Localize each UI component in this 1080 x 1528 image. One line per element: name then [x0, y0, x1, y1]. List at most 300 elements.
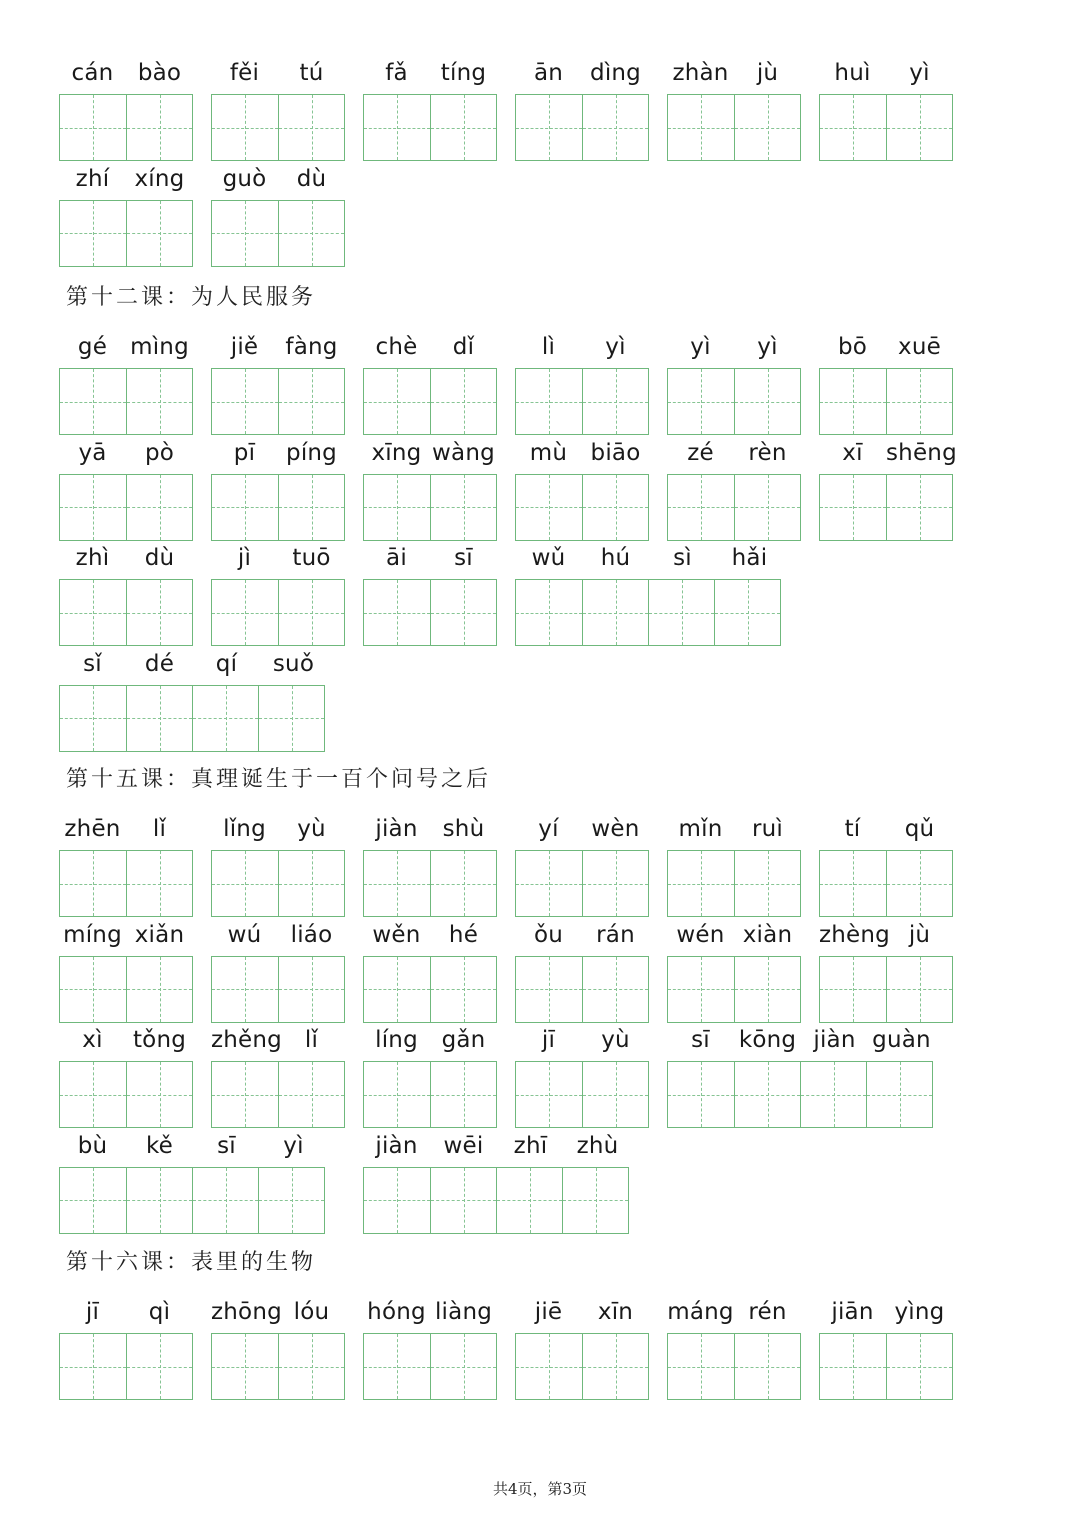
pinyin-syllable: āi: [386, 545, 407, 571]
tianzige-cell[interactable]: [126, 369, 192, 434]
tianzige-cell[interactable]: [668, 369, 734, 434]
pinyin-syllable: lì: [541, 334, 556, 360]
tianzige-cell[interactable]: [60, 95, 126, 160]
writing-grid: [59, 1167, 325, 1234]
tianzige-cell[interactable]: [60, 369, 126, 434]
writing-grid: [59, 368, 193, 435]
pinyin-syllable: yì: [690, 334, 711, 360]
writing-grid: [667, 956, 801, 1023]
pinyin-syllable: jiàn: [813, 1027, 856, 1053]
writing-grid: [667, 474, 801, 541]
tianzige-cell[interactable]: [126, 851, 192, 916]
tianzige-cell[interactable]: [60, 686, 126, 751]
pinyin-syllable: jù: [908, 921, 931, 948]
pinyin-syllable: yí: [538, 816, 559, 842]
writing-grid: [363, 474, 497, 541]
pinyin-row: [211, 1295, 345, 1329]
pinyin-syllable: wěn: [372, 921, 421, 948]
pinyin-syllable: jiān: [831, 1299, 874, 1325]
pinyin-syllable: bō: [837, 334, 868, 360]
word-group: [667, 1295, 801, 1475]
tianzige-cell[interactable]: [516, 1062, 582, 1127]
pinyin-row: [59, 541, 193, 575]
pinyin-syllable: lóu: [293, 1299, 330, 1325]
pinyin-row: [59, 1129, 327, 1163]
tianzige-cell[interactable]: [886, 475, 952, 540]
pinyin-row: [363, 1129, 631, 1163]
pinyin-row: [59, 56, 193, 90]
pinyin-syllable: sǐ: [83, 650, 102, 677]
tianzige-cell[interactable]: [886, 95, 952, 160]
tianzige-cell[interactable]: [714, 580, 780, 645]
tianzige-cell[interactable]: [668, 957, 734, 1022]
tianzige-cell[interactable]: [734, 369, 800, 434]
tianzige-cell[interactable]: [516, 475, 582, 540]
tianzige-cell[interactable]: [886, 851, 952, 916]
pinyin-syllable: dé: [144, 650, 175, 677]
writing-grid: [59, 579, 193, 646]
pinyin-syllable: zé: [687, 439, 714, 466]
tianzige-cell[interactable]: [60, 201, 126, 266]
tianzige-cell[interactable]: [364, 369, 430, 434]
pinyin-syllable: píng: [286, 439, 337, 466]
writing-grid: [363, 956, 497, 1023]
writing-grid: [59, 1061, 193, 1128]
pinyin-row: [819, 56, 953, 90]
tianzige-cell[interactable]: [668, 95, 734, 160]
tianzige-cell[interactable]: [734, 95, 800, 160]
tianzige-cell[interactable]: [60, 1168, 126, 1233]
tianzige-cell[interactable]: [364, 957, 430, 1022]
tianzige-cell[interactable]: [430, 95, 496, 160]
pinyin-syllable: dìng: [590, 60, 641, 86]
pinyin-syllable: fǎ: [385, 60, 408, 86]
pinyin-syllable: wú: [227, 921, 262, 948]
writing-grid: [819, 368, 953, 435]
writing-grid: [211, 368, 345, 435]
pinyin-syllable: yìng: [894, 1299, 945, 1325]
pinyin-syllable: qǔ: [904, 816, 935, 842]
tianzige-cell[interactable]: [820, 851, 886, 916]
pinyin-syllable: zhàn: [672, 60, 729, 86]
word-group: [363, 1129, 631, 1309]
pinyin-row: [211, 541, 345, 575]
pinyin-syllable: yā: [78, 439, 107, 466]
word-group: [667, 56, 801, 236]
pinyin-syllable: mìng: [130, 334, 189, 360]
pinyin-syllable: pī: [233, 439, 256, 466]
pinyin-row: [515, 812, 649, 846]
tianzige-cell[interactable]: [648, 580, 714, 645]
tianzige-cell[interactable]: [668, 1062, 734, 1127]
tianzige-cell[interactable]: [820, 475, 886, 540]
tianzige-cell[interactable]: [126, 686, 192, 751]
pinyin-syllable: yì: [909, 60, 930, 86]
writing-grid: [211, 1333, 345, 1400]
pinyin-syllable: gé: [77, 334, 108, 360]
pinyin-syllable: xī: [842, 439, 863, 466]
tianzige-cell[interactable]: [516, 580, 582, 645]
tianzige-cell[interactable]: [430, 580, 496, 645]
word-group: [515, 541, 783, 721]
tianzige-cell[interactable]: [734, 957, 800, 1022]
tianzige-cell[interactable]: [430, 475, 496, 540]
pinyin-syllable: jiàn: [375, 816, 418, 842]
tianzige-cell[interactable]: [668, 475, 734, 540]
pinyin-row: [59, 812, 193, 846]
tianzige-cell[interactable]: [582, 957, 648, 1022]
pinyin-row: [363, 812, 497, 846]
pinyin-row: [667, 918, 801, 952]
tianzige-cell[interactable]: [212, 851, 278, 916]
pinyin-syllable: shēng: [886, 439, 957, 466]
pinyin-syllable: yù: [601, 1027, 630, 1053]
pinyin-syllable: xīn: [597, 1299, 634, 1325]
writing-grid: [819, 1333, 953, 1400]
writing-grid: [211, 1061, 345, 1128]
pinyin-row: [667, 1295, 801, 1329]
pinyin-syllable: kě: [145, 1132, 174, 1159]
tianzige-cell[interactable]: [516, 369, 582, 434]
tianzige-cell[interactable]: [866, 1062, 932, 1127]
pinyin-row: [363, 1023, 497, 1057]
writing-grid: [363, 1167, 629, 1234]
tianzige-cell[interactable]: [430, 1062, 496, 1127]
pinyin-row: [515, 1295, 649, 1329]
pinyin-row: [819, 330, 953, 364]
pinyin-syllable: sī: [691, 1027, 710, 1053]
tianzige-cell[interactable]: [364, 475, 430, 540]
word-group: [515, 1295, 649, 1475]
pinyin-syllable: xīng: [371, 439, 422, 466]
writing-grid: [59, 1333, 193, 1400]
writing-grid: [819, 956, 953, 1023]
word-group: [363, 56, 497, 236]
pinyin-syllable: dù: [296, 165, 327, 192]
pinyin-syllable: huì: [834, 60, 871, 86]
tianzige-cell[interactable]: [734, 1062, 800, 1127]
tianzige-cell[interactable]: [126, 1334, 192, 1399]
tianzige-cell[interactable]: [212, 1334, 278, 1399]
pinyin-row: [211, 330, 345, 364]
writing-grid: [59, 956, 193, 1023]
pinyin-syllable: wàng: [432, 439, 495, 466]
tianzige-cell[interactable]: [364, 95, 430, 160]
pinyin-syllable: guò: [222, 165, 267, 192]
writing-grid: [59, 200, 193, 267]
tianzige-cell[interactable]: [60, 1062, 126, 1127]
writing-grid: [363, 1333, 497, 1400]
tianzige-cell[interactable]: [278, 369, 344, 434]
tianzige-cell[interactable]: [516, 1334, 582, 1399]
tianzige-cell[interactable]: [258, 1168, 324, 1233]
tianzige-cell[interactable]: [582, 851, 648, 916]
tianzige-cell[interactable]: [212, 369, 278, 434]
pinyin-syllable: tuō: [292, 545, 331, 571]
pinyin-syllable: shù: [442, 816, 485, 842]
pinyin-syllable: tú: [299, 60, 324, 86]
pinyin-syllable: fàng: [285, 334, 338, 360]
pinyin-syllable: suǒ: [272, 650, 315, 677]
tianzige-cell[interactable]: [278, 1334, 344, 1399]
tianzige-cell[interactable]: [582, 580, 648, 645]
writing-grid: [515, 579, 781, 646]
tianzige-cell[interactable]: [820, 369, 886, 434]
writing-grid: [59, 685, 325, 752]
pinyin-syllable: yì: [283, 1132, 304, 1159]
word-group: [819, 436, 957, 616]
pinyin-syllable: zhěng: [211, 1027, 282, 1053]
pinyin-syllable: xì: [82, 1027, 103, 1053]
tianzige-cell[interactable]: [278, 851, 344, 916]
pinyin-row: [211, 812, 345, 846]
pinyin-syllable: bào: [137, 60, 182, 86]
pinyin-syllable: pò: [144, 439, 175, 466]
tianzige-cell[interactable]: [212, 201, 278, 266]
tianzige-cell[interactable]: [668, 851, 734, 916]
pinyin-syllable: jī: [541, 1027, 556, 1053]
pinyin-syllable: jiàn: [375, 1132, 418, 1159]
pinyin-row: [59, 918, 193, 952]
tianzige-cell[interactable]: [60, 851, 126, 916]
tianzige-cell[interactable]: [212, 475, 278, 540]
pinyin-syllable: chè: [375, 334, 418, 360]
tianzige-cell[interactable]: [60, 475, 126, 540]
pinyin-syllable: jiě: [230, 334, 259, 360]
tianzige-cell[interactable]: [278, 580, 344, 645]
tianzige-cell[interactable]: [126, 475, 192, 540]
writing-grid: [515, 850, 649, 917]
pinyin-syllable: biāo: [590, 439, 641, 466]
tianzige-cell[interactable]: [278, 957, 344, 1022]
tianzige-cell[interactable]: [800, 1062, 866, 1127]
pinyin-syllable: ǒu: [533, 921, 564, 948]
lesson-heading: 第十六课：表里的生物: [66, 1250, 317, 1275]
tianzige-cell[interactable]: [126, 580, 192, 645]
pinyin-syllable: jì: [237, 545, 252, 571]
pinyin-syllable: ān: [533, 60, 564, 86]
writing-grid: [515, 1061, 649, 1128]
tianzige-cell[interactable]: [582, 475, 648, 540]
pinyin-syllable: lǐ: [152, 816, 167, 842]
pinyin-syllable: líng: [375, 1027, 418, 1053]
writing-grid: [211, 474, 345, 541]
pinyin-row: [515, 436, 649, 470]
word-group: [667, 1023, 935, 1203]
pinyin-row: [363, 541, 497, 575]
tianzige-cell[interactable]: [278, 1062, 344, 1127]
tianzige-cell[interactable]: [820, 957, 886, 1022]
pinyin-syllable: bù: [77, 1132, 108, 1159]
tianzige-cell[interactable]: [364, 1168, 430, 1233]
pinyin-syllable: xiǎn: [134, 921, 185, 948]
pinyin-syllable: hǎi: [731, 545, 768, 571]
writing-grid: [667, 368, 801, 435]
pinyin-row: [515, 56, 649, 90]
pinyin-syllable: tí: [844, 816, 861, 842]
pinyin-syllable: jiē: [534, 1299, 563, 1325]
tianzige-cell[interactable]: [364, 851, 430, 916]
pinyin-syllable: lǐng: [223, 816, 266, 842]
pinyin-syllable: tíng: [440, 60, 487, 86]
writing-grid: [667, 94, 801, 161]
pinyin-syllable: dǐ: [452, 334, 475, 360]
tianzige-cell[interactable]: [820, 95, 886, 160]
pinyin-syllable: dù: [144, 545, 175, 571]
word-group: [515, 56, 649, 236]
pinyin-row: [59, 330, 193, 364]
pinyin-row: [515, 1023, 649, 1057]
tianzige-cell[interactable]: [212, 957, 278, 1022]
word-group: [363, 1295, 497, 1475]
writing-grid: [211, 956, 345, 1023]
pinyin-row: [515, 918, 649, 952]
tianzige-cell[interactable]: [192, 686, 258, 751]
writing-grid: [819, 94, 953, 161]
tianzige-cell[interactable]: [364, 580, 430, 645]
pinyin-row: [59, 162, 193, 196]
pinyin-row: [819, 918, 953, 952]
writing-grid: [819, 850, 953, 917]
writing-grid: [667, 850, 801, 917]
pinyin-row: [515, 541, 783, 575]
tianzige-cell[interactable]: [60, 1334, 126, 1399]
writing-grid: [363, 579, 497, 646]
tianzige-cell[interactable]: [516, 851, 582, 916]
tianzige-cell[interactable]: [192, 1168, 258, 1233]
pinyin-syllable: qí: [215, 650, 238, 677]
pinyin-syllable: zhōng: [211, 1299, 282, 1325]
writing-grid: [211, 850, 345, 917]
pinyin-syllable: yì: [757, 334, 778, 360]
pinyin-syllable: míng: [63, 921, 122, 948]
tianzige-cell[interactable]: [516, 957, 582, 1022]
pinyin-syllable: hóng: [367, 1299, 426, 1325]
pinyin-syllable: kōng: [738, 1027, 797, 1053]
pinyin-syllable: sī: [454, 545, 473, 571]
writing-grid: [667, 1333, 801, 1400]
tianzige-cell[interactable]: [364, 1334, 430, 1399]
pinyin-syllable: rén: [748, 1299, 787, 1325]
pinyin-syllable: tǒng: [132, 1027, 187, 1053]
tianzige-cell[interactable]: [734, 1334, 800, 1399]
tianzige-cell[interactable]: [126, 957, 192, 1022]
writing-grid: [515, 368, 649, 435]
pinyin-row: [667, 330, 801, 364]
word-group: [211, 162, 345, 342]
pinyin-syllable: hú: [600, 545, 631, 571]
pinyin-row: [667, 436, 801, 470]
tianzige-cell[interactable]: [516, 95, 582, 160]
writing-grid: [363, 368, 497, 435]
tianzige-cell[interactable]: [430, 1334, 496, 1399]
writing-grid: [363, 94, 497, 161]
tianzige-cell[interactable]: [278, 201, 344, 266]
pinyin-syllable: sì: [673, 545, 692, 571]
tianzige-cell[interactable]: [364, 1062, 430, 1127]
pinyin-row: [211, 162, 345, 196]
writing-grid: [59, 474, 193, 541]
pinyin-syllable: qì: [148, 1299, 171, 1325]
tianzige-cell[interactable]: [430, 369, 496, 434]
tianzige-cell[interactable]: [582, 369, 648, 434]
tianzige-cell[interactable]: [430, 1168, 496, 1233]
tianzige-cell[interactable]: [668, 1334, 734, 1399]
pinyin-syllable: wǔ: [531, 545, 566, 571]
pinyin-row: [211, 56, 345, 90]
writing-grid: [515, 474, 649, 541]
word-group: [819, 1295, 953, 1475]
tianzige-cell[interactable]: [886, 369, 952, 434]
pinyin-syllable: fěi: [229, 60, 260, 86]
writing-grid: [211, 579, 345, 646]
lesson-heading: 第十五课：真理诞生于一百个问号之后: [66, 767, 492, 792]
tianzige-cell[interactable]: [126, 1168, 192, 1233]
tianzige-cell[interactable]: [734, 851, 800, 916]
tianzige-cell[interactable]: [126, 1062, 192, 1127]
tianzige-cell[interactable]: [258, 686, 324, 751]
tianzige-cell[interactable]: [60, 580, 126, 645]
pinyin-row: [819, 812, 953, 846]
tianzige-cell[interactable]: [886, 1334, 952, 1399]
tianzige-cell[interactable]: [278, 95, 344, 160]
lesson-heading: 第十二课：为人民服务: [66, 285, 317, 310]
pinyin-syllable: zhí: [75, 165, 110, 192]
pinyin-row: [59, 1023, 193, 1057]
pinyin-row: [819, 1295, 953, 1329]
writing-grid: [515, 956, 649, 1023]
writing-grid: [515, 1333, 649, 1400]
tianzige-cell[interactable]: [60, 957, 126, 1022]
pinyin-syllable: sī: [217, 1132, 236, 1159]
writing-grid: [667, 1061, 933, 1128]
writing-grid: [211, 200, 345, 267]
tianzige-cell[interactable]: [212, 580, 278, 645]
pinyin-syllable: liàng: [434, 1299, 493, 1325]
tianzige-cell[interactable]: [582, 95, 648, 160]
pinyin-syllable: wēi: [443, 1132, 484, 1159]
tianzige-cell[interactable]: [582, 1334, 648, 1399]
pinyin-syllable: jù: [756, 60, 779, 86]
pinyin-syllable: zhēn: [64, 816, 121, 842]
pinyin-row: [363, 330, 497, 364]
pinyin-syllable: wèn: [591, 816, 640, 842]
pinyin-syllable: lǐ: [304, 1027, 319, 1053]
tianzige-cell[interactable]: [886, 957, 952, 1022]
tianzige-cell[interactable]: [496, 1168, 562, 1233]
pinyin-syllable: cán: [71, 60, 114, 86]
tianzige-cell[interactable]: [212, 1062, 278, 1127]
word-group: [819, 56, 953, 236]
pinyin-syllable: wén: [676, 921, 725, 948]
pinyin-row: [211, 1023, 345, 1057]
tianzige-cell[interactable]: [212, 95, 278, 160]
tianzige-cell[interactable]: [820, 1334, 886, 1399]
tianzige-cell[interactable]: [562, 1168, 628, 1233]
writing-grid: [515, 94, 649, 161]
tianzige-cell[interactable]: [126, 95, 192, 160]
tianzige-cell[interactable]: [126, 201, 192, 266]
tianzige-cell[interactable]: [582, 1062, 648, 1127]
tianzige-cell[interactable]: [734, 475, 800, 540]
writing-grid: [59, 850, 193, 917]
tianzige-cell[interactable]: [278, 475, 344, 540]
tianzige-cell[interactable]: [430, 851, 496, 916]
tianzige-cell[interactable]: [430, 957, 496, 1022]
word-group: [59, 1129, 327, 1309]
pinyin-syllable: jī: [85, 1299, 100, 1325]
pinyin-syllable: mǐn: [678, 816, 723, 842]
